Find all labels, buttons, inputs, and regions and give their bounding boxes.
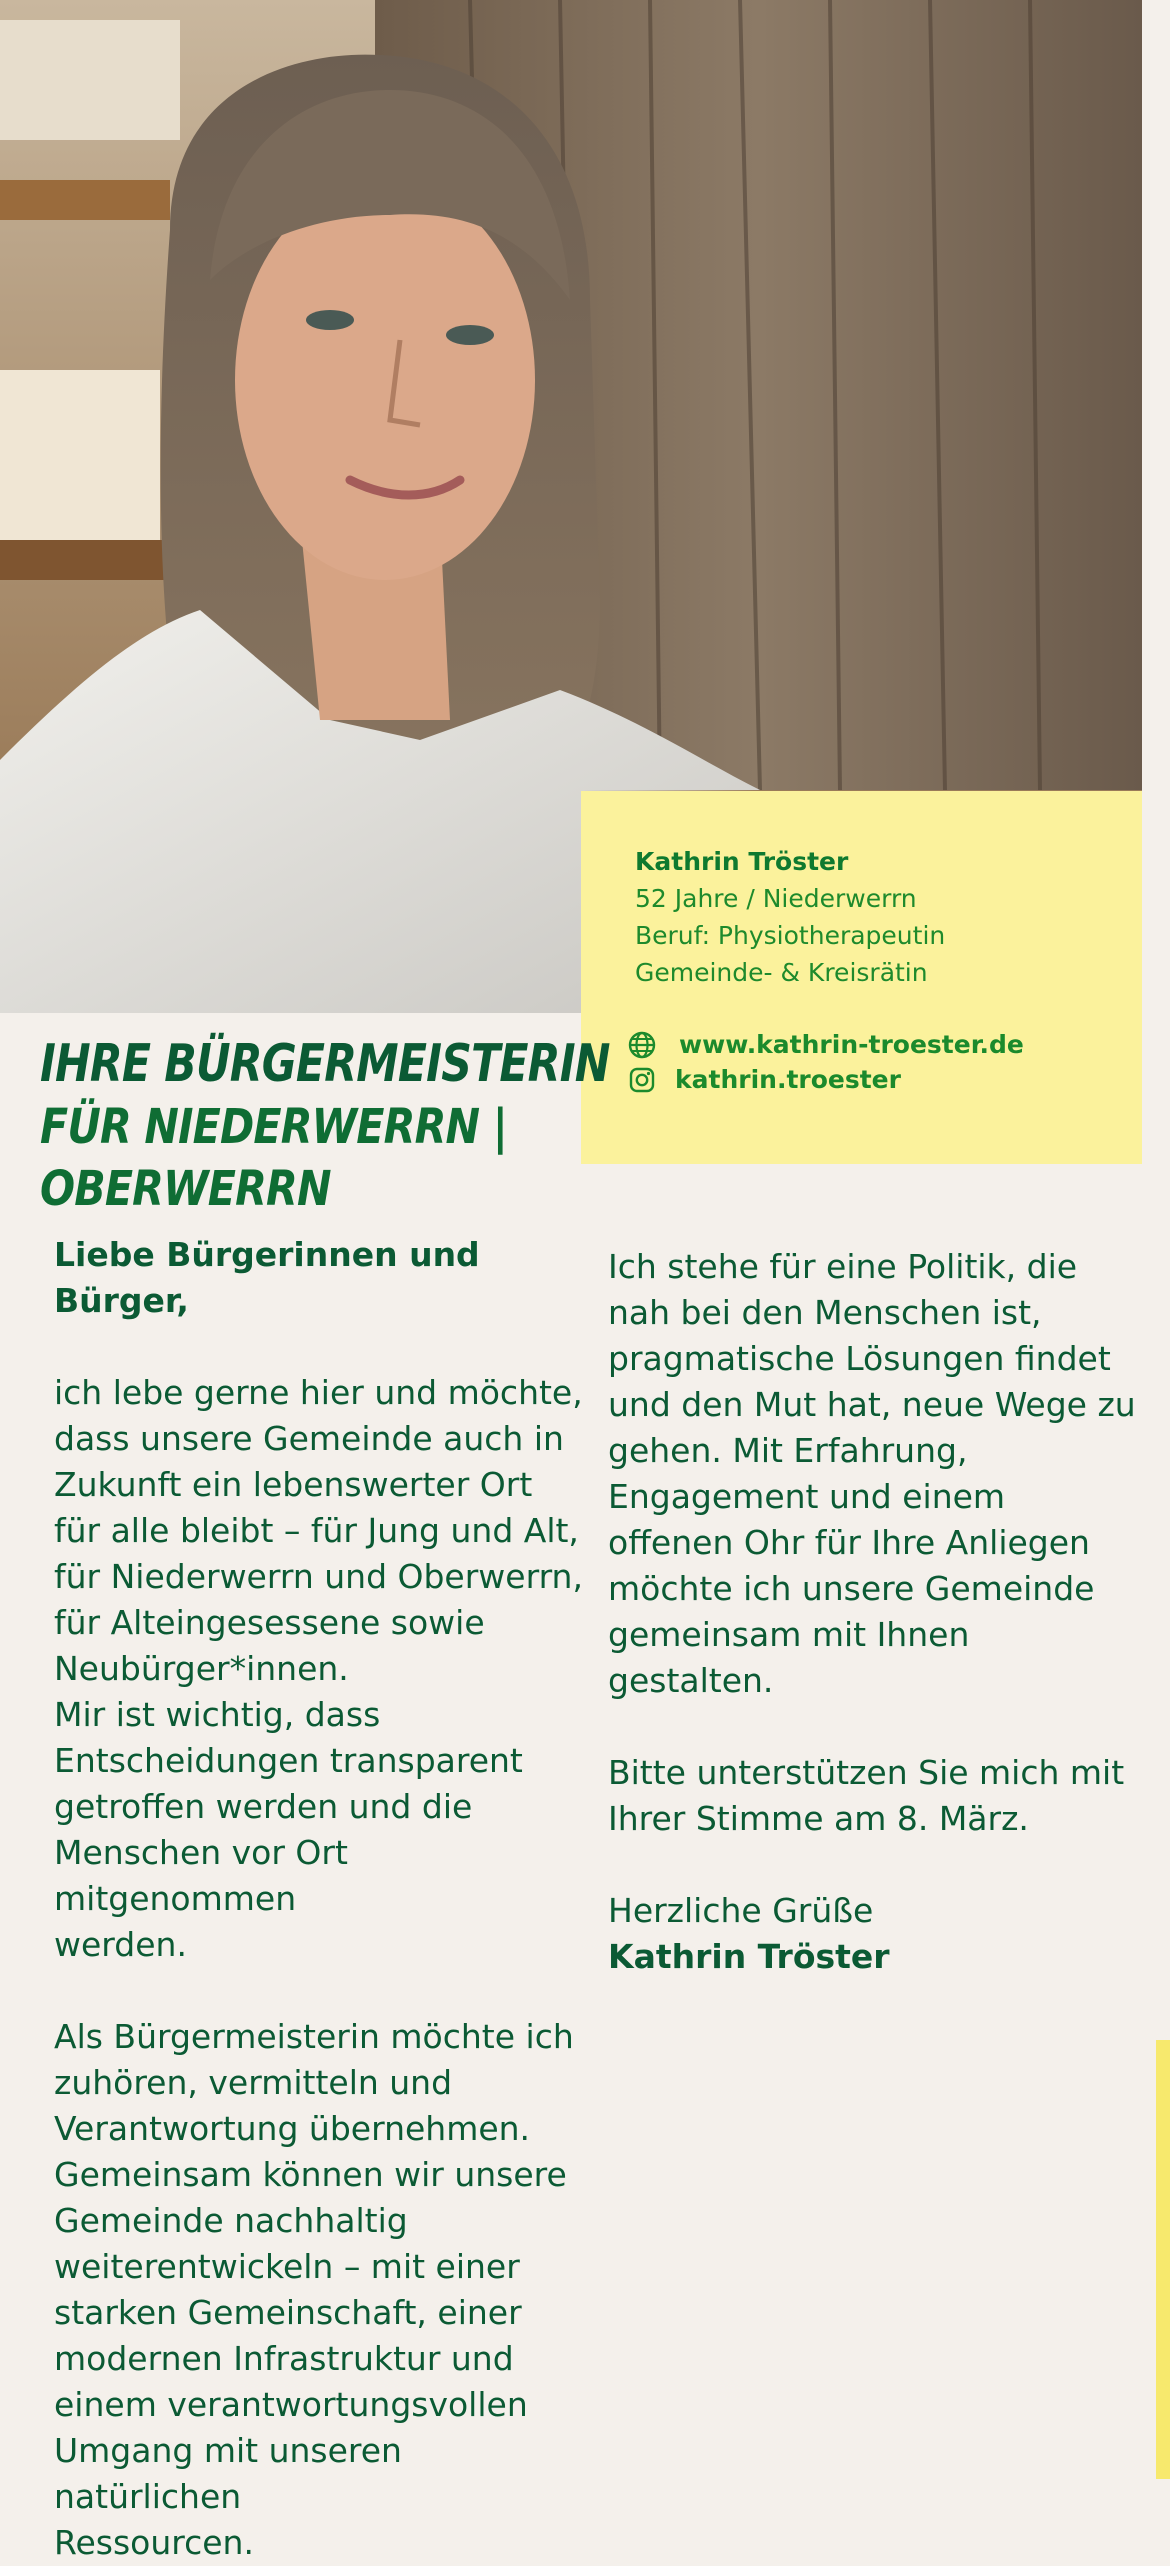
spacer	[54, 1324, 594, 1370]
candidate-age-place: 52 Jahre / Niederwerrn	[635, 884, 917, 913]
spacer	[54, 1968, 594, 2014]
instagram-handle[interactable]: kathrin.troester	[675, 1065, 901, 1094]
letter-paragraph-3: Ich stehe für eine Politik, die nah bei den Menschen ist, pragmatische Lösungen findet und den Mut hat, neue Wege zu gehen. Mit Erfahrung, Engagement und einem offenen Ohr für Ihre Anliegen möchte ich unsere Gemeinde gemeinsam mit Ihnen gestalten.	[608, 1247, 1136, 1700]
instagram-link[interactable]	[635, 1062, 1142, 1097]
letter-paragraph-1: ich lebe gerne hier und möchte, dass unsere Gemeinde auch in Zukunft ein lebenswerter Ort für alle bleibt – für Jung und Alt, für Niederwerrn und Oberwerrn, für Alteingesessene sowie Neubürger*innen. Mir ist wichtig, dass Entscheidungen transparent getroffen werden und die Menschen vor Ort mitgenommen werden.	[54, 1373, 583, 1964]
candidate-name: Kathrin Tröster	[635, 847, 849, 876]
accent-bar	[1156, 2040, 1170, 2479]
instagram-icon	[627, 1065, 657, 1095]
headline-line-1: IHRE BÜRGERMEISTERIN	[40, 1034, 610, 1094]
headline-line-3: OBERWERRN	[40, 1161, 331, 1217]
headline	[40, 1032, 610, 1220]
letter-signature: Kathrin Tröster	[608, 1937, 890, 1976]
contact-links	[635, 1027, 1142, 1097]
letter-closing: Herzliche Grüße	[608, 1891, 874, 1930]
letter-column-right	[608, 1244, 1148, 1980]
globe-icon	[627, 1030, 657, 1060]
letter-column-left	[54, 1232, 594, 2566]
website-link[interactable]	[635, 1027, 1142, 1062]
spacer	[608, 1842, 1148, 1888]
website-url[interactable]: www.kathrin-troester.de	[679, 1030, 1024, 1059]
candidate-job: Beruf: Physiotherapeutin	[635, 921, 946, 950]
headline-line-2: FÜR NIEDERWERRN |	[40, 1099, 507, 1155]
letter-paragraph-2: Als Bürgermeisterin möchte ich zuhören, vermitteln und Verantwortung übernehmen. Gemeinsam können wir unsere Gemeinde nachhaltig weiterentwickeln – mit einer starken Gemeinschaft, einer modernen Infrastruktur und einem verantwortungsvollen Umgang mit unseren natürlichen Ressourcen.	[54, 2017, 574, 2562]
spacer	[608, 1704, 1148, 1750]
candidate-role: Gemeinde- & Kreisrätin	[635, 958, 928, 987]
letter-greeting: Liebe Bürgerinnen und Bürger,	[54, 1235, 480, 1320]
letter-paragraph-4: Bitte unterstützen Sie mich mit Ihrer Stimme am 8. März.	[608, 1753, 1125, 1838]
candidate-info-box	[581, 791, 1142, 1164]
